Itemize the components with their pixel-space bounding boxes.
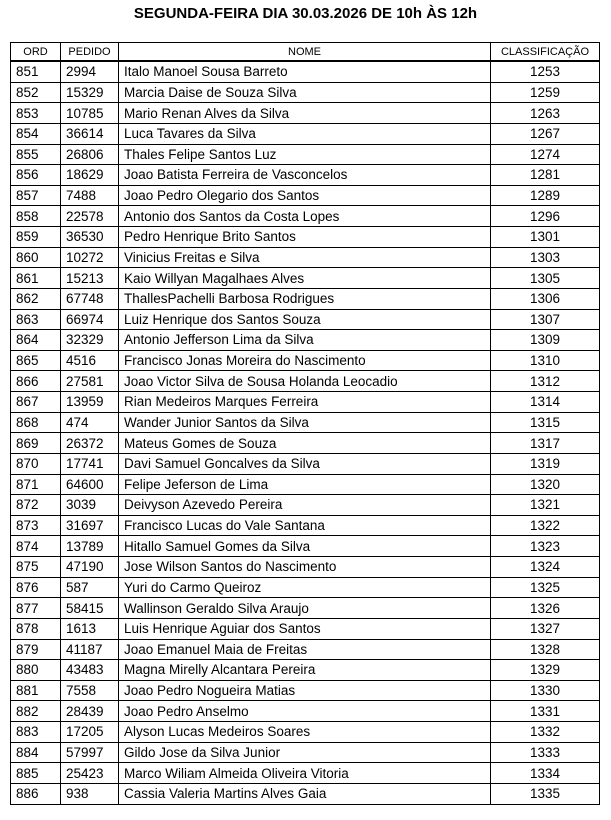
cell-nome: Deivyson Azevedo Pereira [119,495,491,516]
cell-pedido: 15329 [61,82,119,103]
cell-nome: Marcia Daise de Souza Silva [119,82,491,103]
cell-nome: Antonio Jefferson Lima da Silva [119,330,491,351]
cell-classificacao: 1301 [491,227,600,248]
cell-nome: Francisco Lucas do Vale Santana [119,515,491,536]
cell-pedido: 58415 [61,598,119,619]
cell-pedido: 66974 [61,309,119,330]
cell-ord: 858 [11,206,61,227]
table-row [11,103,600,124]
cell-pedido: 27581 [61,371,119,392]
cell-classificacao: 1315 [491,412,600,433]
cell-classificacao: 1319 [491,453,600,474]
cell-nome: Davi Samuel Goncalves da Silva [119,453,491,474]
cell-ord: 857 [11,185,61,206]
cell-ord: 860 [11,247,61,268]
cell-pedido: 938 [61,783,119,804]
cell-classificacao: 1307 [491,309,600,330]
table-row [11,639,600,660]
cell-pedido: 22578 [61,206,119,227]
cell-nome: Luis Henrique Aguiar dos Santos [119,618,491,639]
cell-pedido: 7488 [61,185,119,206]
cell-classificacao: 1303 [491,247,600,268]
cell-nome: Joao Pedro Anselmo [119,701,491,722]
table-row [11,412,600,433]
cell-pedido: 18629 [61,165,119,186]
table-header [11,43,600,62]
table-row [11,309,600,330]
cell-nome: Joao Pedro Nogueira Matias [119,680,491,701]
cell-pedido: 28439 [61,701,119,722]
cell-classificacao: 1328 [491,639,600,660]
cell-classificacao: 1325 [491,577,600,598]
cell-pedido: 67748 [61,288,119,309]
cell-classificacao: 1314 [491,392,600,413]
table-row [11,268,600,289]
table-row [11,392,600,413]
cell-pedido: 43483 [61,660,119,681]
cell-nome: Marco Wiliam Almeida Oliveira Vitoria [119,763,491,784]
cell-pedido: 15213 [61,268,119,289]
cell-ord: 856 [11,165,61,186]
column-header-classificacao: CLASSIFICAÇÃO [491,43,600,62]
cell-nome: Felipe Jeferson de Lima [119,474,491,495]
table-row [11,618,600,639]
table-row [11,495,600,516]
cell-classificacao: 1274 [491,144,600,165]
table-row [11,557,600,578]
table-row [11,680,600,701]
cell-classificacao: 1330 [491,680,600,701]
cell-ord: 854 [11,123,61,144]
cell-classificacao: 1281 [491,165,600,186]
cell-classificacao: 1267 [491,123,600,144]
cell-nome: Antonio dos Santos da Costa Lopes [119,206,491,227]
cell-classificacao: 1310 [491,350,600,371]
cell-ord: 853 [11,103,61,124]
cell-ord: 885 [11,763,61,784]
table-row [11,371,600,392]
cell-classificacao: 1331 [491,701,600,722]
cell-ord: 862 [11,288,61,309]
cell-nome: Alyson Lucas Medeiros Soares [119,722,491,743]
cell-pedido: 4516 [61,350,119,371]
cell-nome: Jose Wilson Santos do Nascimento [119,557,491,578]
cell-ord: 878 [11,618,61,639]
table-row [11,515,600,536]
cell-classificacao: 1327 [491,618,600,639]
cell-nome: Kaio Willyan Magalhaes Alves [119,268,491,289]
cell-ord: 870 [11,453,61,474]
column-header-nome: NOME [119,43,491,62]
cell-ord: 879 [11,639,61,660]
cell-pedido: 26806 [61,144,119,165]
cell-classificacao: 1306 [491,288,600,309]
cell-pedido: 13959 [61,392,119,413]
cell-classificacao: 1289 [491,185,600,206]
cell-pedido: 587 [61,577,119,598]
cell-pedido: 2994 [61,61,119,82]
cell-pedido: 17741 [61,453,119,474]
cell-ord: 874 [11,536,61,557]
cell-classificacao: 1296 [491,206,600,227]
cell-nome: Francisco Jonas Moreira do Nascimento [119,350,491,371]
table-row [11,783,600,804]
cell-ord: 884 [11,742,61,763]
table-row [11,288,600,309]
table-row [11,453,600,474]
cell-classificacao: 1259 [491,82,600,103]
table-row [11,433,600,454]
cell-pedido: 57997 [61,742,119,763]
column-header-ord: ORD [11,43,61,62]
cell-ord: 855 [11,144,61,165]
cell-classificacao: 1324 [491,557,600,578]
classification-table [10,42,600,805]
cell-pedido: 17205 [61,722,119,743]
table-row [11,227,600,248]
table-row [11,577,600,598]
cell-classificacao: 1333 [491,742,600,763]
cell-nome: Mateus Gomes de Souza [119,433,491,454]
table-row [11,82,600,103]
cell-classificacao: 1332 [491,722,600,743]
table-row [11,330,600,351]
cell-nome: Wander Junior Santos da Silva [119,412,491,433]
cell-nome: Magna Mirelly Alcantara Pereira [119,660,491,681]
cell-pedido: 7558 [61,680,119,701]
cell-nome: Joao Emanuel Maia de Freitas [119,639,491,660]
table-row [11,206,600,227]
table-row [11,350,600,371]
cell-ord: 868 [11,412,61,433]
cell-pedido: 41187 [61,639,119,660]
table-row [11,598,600,619]
table-row [11,536,600,557]
cell-pedido: 13789 [61,536,119,557]
cell-ord: 883 [11,722,61,743]
table-row [11,474,600,495]
cell-nome: Joao Pedro Olegario dos Santos [119,185,491,206]
cell-nome: Vinicius Freitas e Silva [119,247,491,268]
table-row [11,61,600,82]
cell-nome: Italo Manoel Sousa Barreto [119,61,491,82]
cell-classificacao: 1309 [491,330,600,351]
cell-classificacao: 1326 [491,598,600,619]
table-row [11,185,600,206]
cell-classificacao: 1334 [491,763,600,784]
cell-pedido: 47190 [61,557,119,578]
cell-classificacao: 1329 [491,660,600,681]
table-body [11,61,600,804]
cell-pedido: 1613 [61,618,119,639]
cell-nome: Luca Tavares da Silva [119,123,491,144]
cell-nome: Pedro Henrique Brito Santos [119,227,491,248]
cell-nome: Cassia Valeria Martins Alves Gaia [119,783,491,804]
cell-classificacao: 1322 [491,515,600,536]
cell-ord: 876 [11,577,61,598]
cell-classificacao: 1323 [491,536,600,557]
table-row [11,123,600,144]
table-row [11,763,600,784]
page-title: SEGUNDA-FEIRA DIA 30.03.2026 DE 10h ÀS 12h [133,5,478,22]
cell-ord: 869 [11,433,61,454]
cell-ord: 867 [11,392,61,413]
table-row [11,660,600,681]
table-row [11,247,600,268]
cell-ord: 861 [11,268,61,289]
cell-pedido: 36530 [61,227,119,248]
cell-pedido: 26372 [61,433,119,454]
cell-classificacao: 1335 [491,783,600,804]
cell-ord: 863 [11,309,61,330]
cell-nome: Joao Victor Silva de Sousa Holanda Leocadio [119,371,491,392]
table-row [11,144,600,165]
header-row [11,43,600,62]
cell-nome: Hitallo Samuel Gomes da Silva [119,536,491,557]
cell-nome: Luiz Henrique dos Santos Souza [119,309,491,330]
cell-ord: 872 [11,495,61,516]
cell-classificacao: 1253 [491,61,600,82]
cell-classificacao: 1317 [491,433,600,454]
table-row [11,722,600,743]
cell-classificacao: 1305 [491,268,600,289]
cell-pedido: 31697 [61,515,119,536]
cell-ord: 865 [11,350,61,371]
cell-pedido: 10272 [61,247,119,268]
cell-pedido: 32329 [61,330,119,351]
cell-pedido: 25423 [61,763,119,784]
cell-nome: Joao Batista Ferreira de Vasconcelos [119,165,491,186]
cell-pedido: 10785 [61,103,119,124]
table-row [11,742,600,763]
cell-ord: 873 [11,515,61,536]
cell-nome: Mario Renan Alves da Silva [119,103,491,124]
column-header-pedido: PEDIDO [61,43,119,62]
cell-pedido: 36614 [61,123,119,144]
cell-ord: 859 [11,227,61,248]
cell-classificacao: 1312 [491,371,600,392]
table-row [11,165,600,186]
cell-ord: 875 [11,557,61,578]
cell-nome: Rian Medeiros Marques Ferreira [119,392,491,413]
cell-classificacao: 1263 [491,103,600,124]
cell-ord: 851 [11,61,61,82]
cell-nome: Yuri do Carmo Queiroz [119,577,491,598]
cell-nome: Thales Felipe Santos Luz [119,144,491,165]
cell-ord: 852 [11,82,61,103]
cell-pedido: 3039 [61,495,119,516]
cell-ord: 864 [11,330,61,351]
cell-pedido: 64600 [61,474,119,495]
cell-nome: Wallinson Geraldo Silva Araujo [119,598,491,619]
cell-nome: Gildo Jose da Silva Junior [119,742,491,763]
cell-ord: 871 [11,474,61,495]
cell-ord: 866 [11,371,61,392]
cell-ord: 877 [11,598,61,619]
cell-ord: 886 [11,783,61,804]
cell-nome: ThallesPachelli Barbosa Rodrigues [119,288,491,309]
cell-ord: 881 [11,680,61,701]
cell-ord: 882 [11,701,61,722]
cell-ord: 880 [11,660,61,681]
cell-classificacao: 1321 [491,495,600,516]
cell-pedido: 474 [61,412,119,433]
table-row [11,701,600,722]
cell-classificacao: 1320 [491,474,600,495]
